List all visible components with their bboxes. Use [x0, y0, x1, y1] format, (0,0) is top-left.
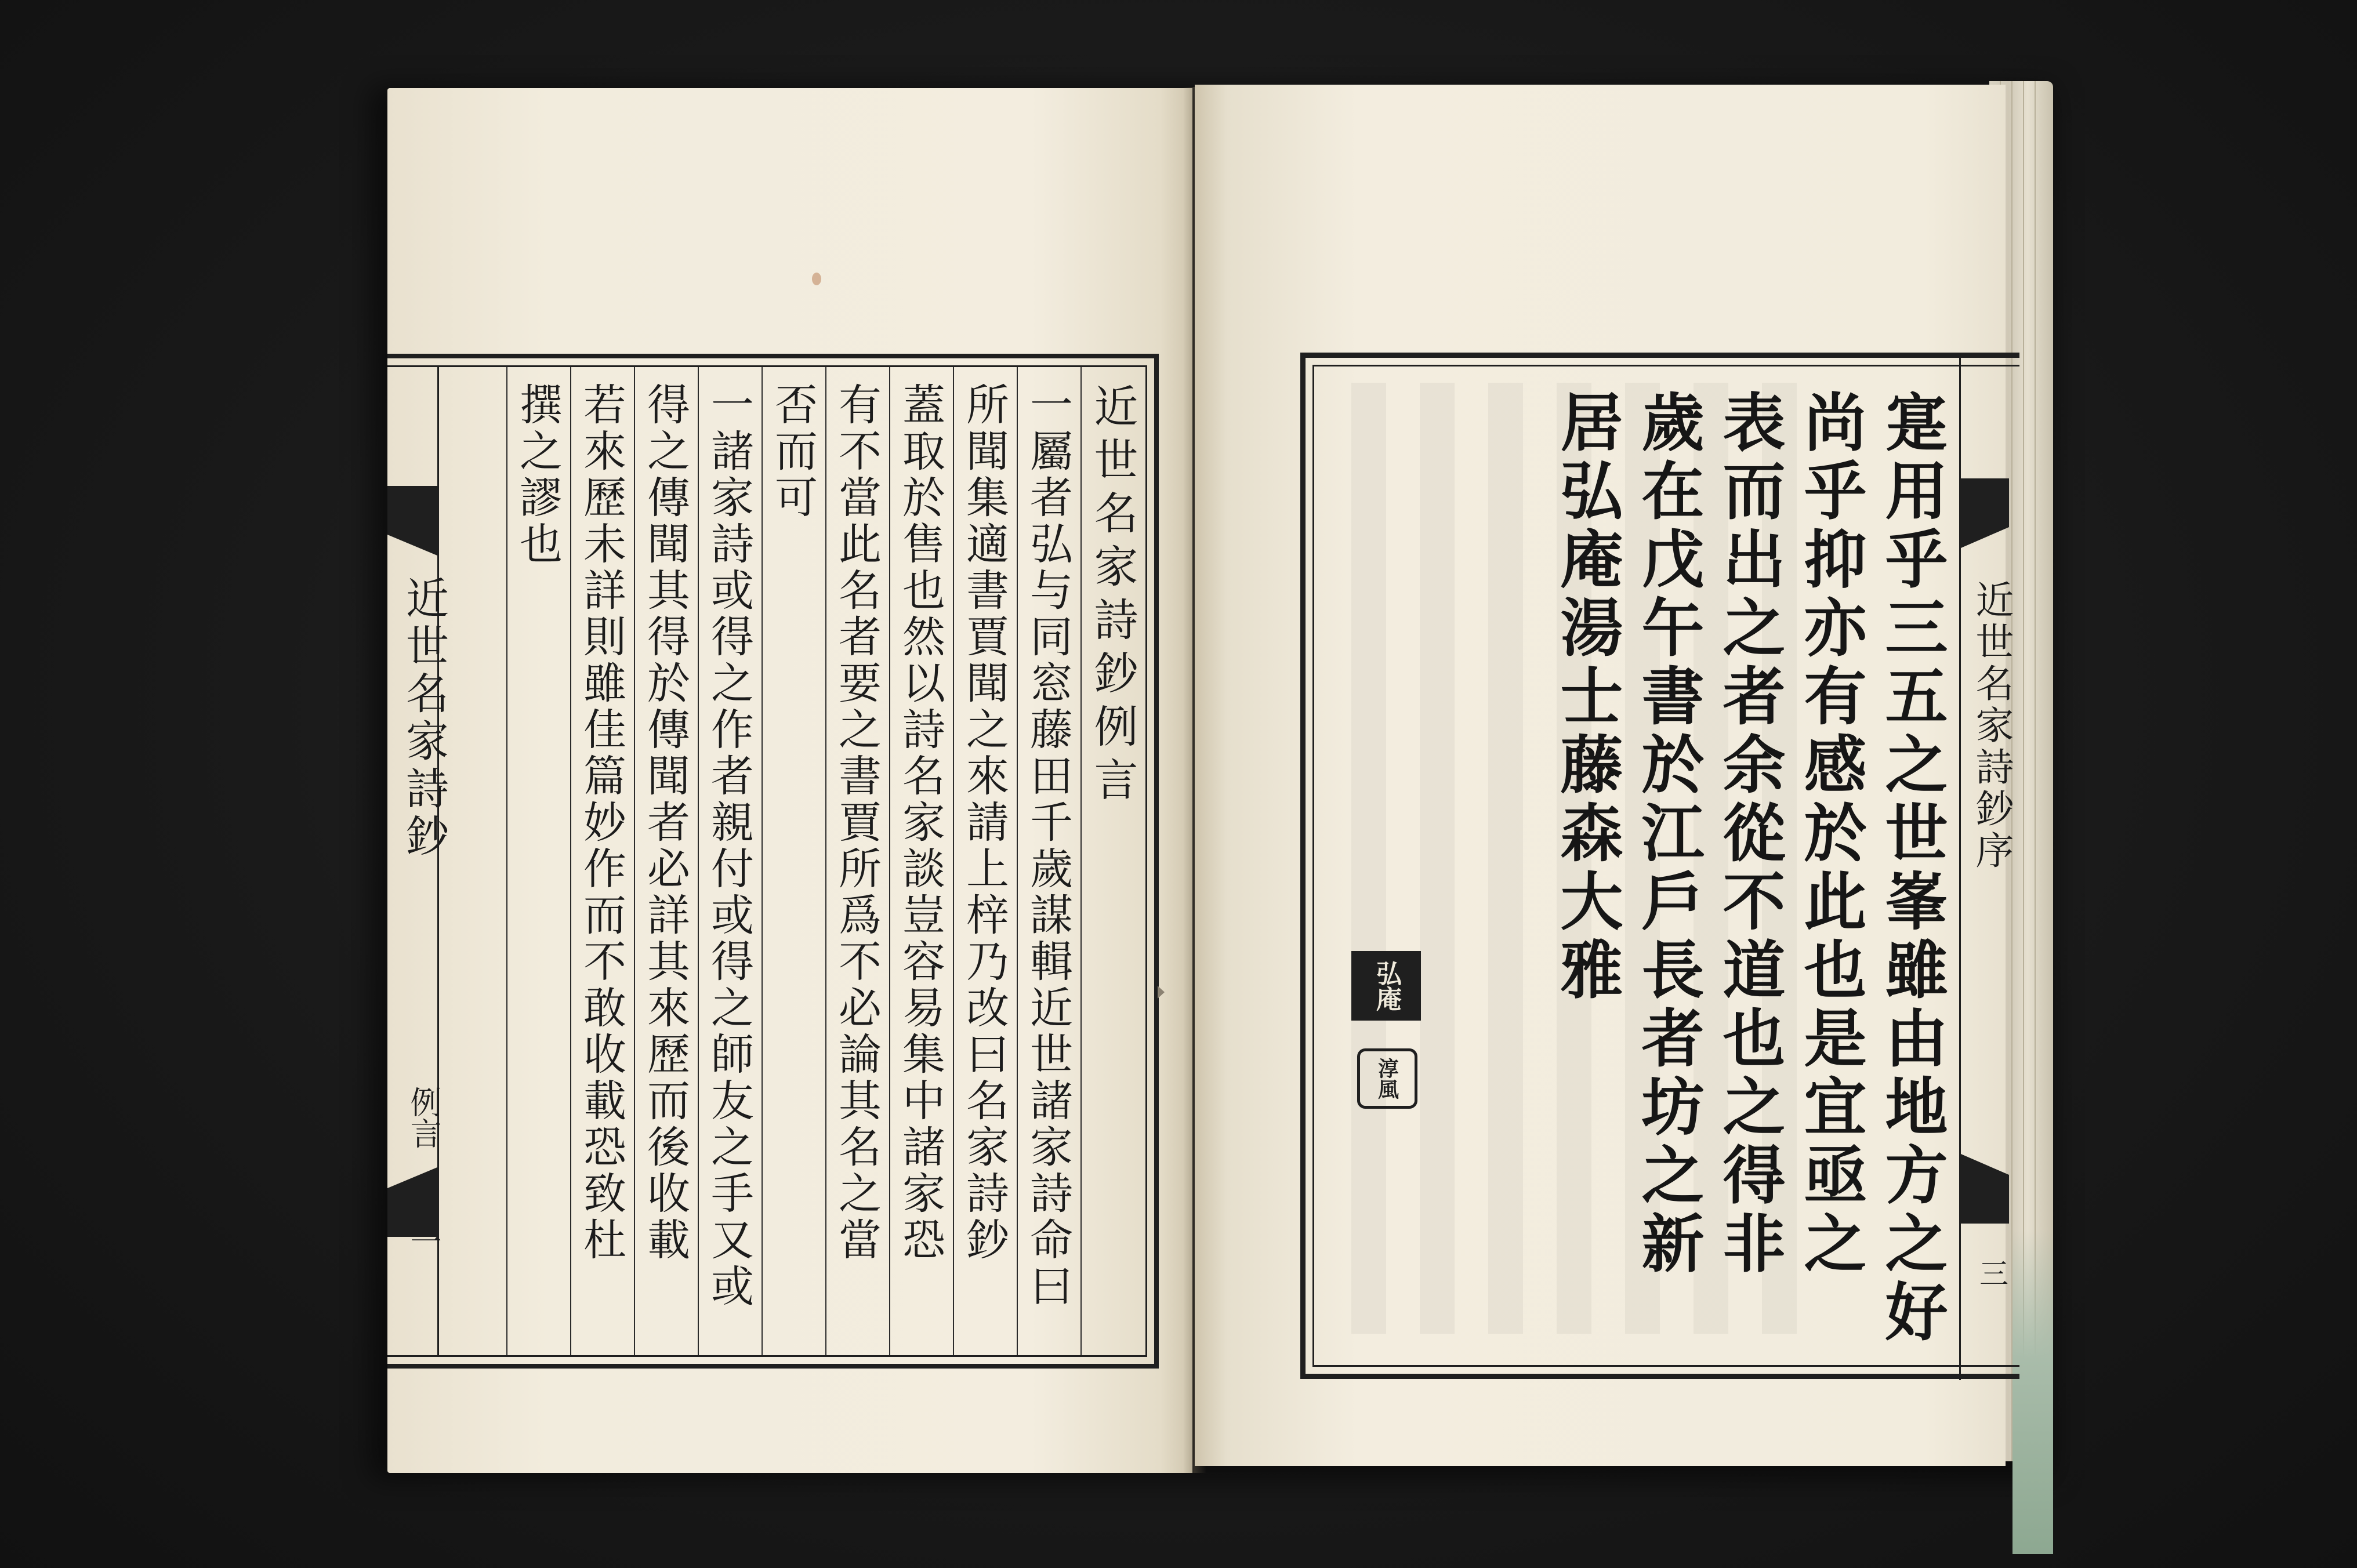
left-spine-title: 近世名家詩鈔	[399, 576, 449, 861]
notes-column-2: 所聞集適書賈聞之來請上梓乃改曰名家詩鈔	[959, 382, 1009, 1264]
preface-column-5: 居弘庵湯士藤森大雅	[1550, 390, 1623, 1006]
fish-tail-mark-bottom-right	[1961, 1154, 2009, 1224]
left-spine-page-number: 一	[405, 1225, 442, 1257]
fish-tail-mark-top-right	[1961, 478, 2009, 548]
notes-column-4: 有不當此名者要之書賈所爲不必論其名之當	[832, 382, 882, 1264]
round-seal-stamp: 淳風	[1357, 1048, 1417, 1109]
preface-column-2: 尚乎抑亦有感於此也是宜亟之	[1793, 390, 1866, 1279]
preface-column-1: 寔用乎三五之世峯雖由地方之好	[1874, 390, 1948, 1348]
notes-column-6: 一諸家詩或得之作者親付或得之師友之手又或	[704, 382, 754, 1310]
left-spine-margin	[387, 367, 449, 1355]
left-spine-section: 例言	[405, 1086, 442, 1149]
notes-column-9: 撰之謬也	[513, 382, 563, 568]
right-inner-frame	[1312, 365, 2019, 1367]
left-text-block	[387, 354, 1159, 1369]
right-spine-page-number: 三	[1975, 1258, 2008, 1287]
notes-title: 近世名家詩鈔例言	[1087, 383, 1138, 810]
preface-column-4: 歲在戊午書於江戶長者坊之新	[1631, 390, 1704, 1279]
notes-column-3: 蓋取於售也然以詩名家談豈容易集中諸家恐	[895, 382, 945, 1264]
square-seal-stamp: 弘庵	[1351, 951, 1421, 1021]
notes-column-7: 得之傳聞其得於傳聞者必詳其來歷而後收載	[640, 382, 690, 1264]
left-inner-frame	[387, 365, 1147, 1357]
notes-column-8: 若來歷未詳則雖佳篇妙作而不敢收載恐致杜	[576, 382, 626, 1264]
notes-column-1: 一屬者弘与同窓藤田千歲謀輯近世諸家詩命曰	[1023, 382, 1073, 1310]
preface-column-3: 表而出之者余從不道也之得非	[1712, 390, 1785, 1279]
right-spine-title: 近世名家詩鈔序	[1969, 580, 2014, 872]
notes-column-5: 否而可	[768, 382, 818, 521]
right-spine-margin	[1959, 354, 2014, 1380]
fish-tail-mark-top	[387, 486, 437, 556]
paper-stain	[812, 273, 821, 285]
right-text-block	[1300, 353, 2019, 1379]
